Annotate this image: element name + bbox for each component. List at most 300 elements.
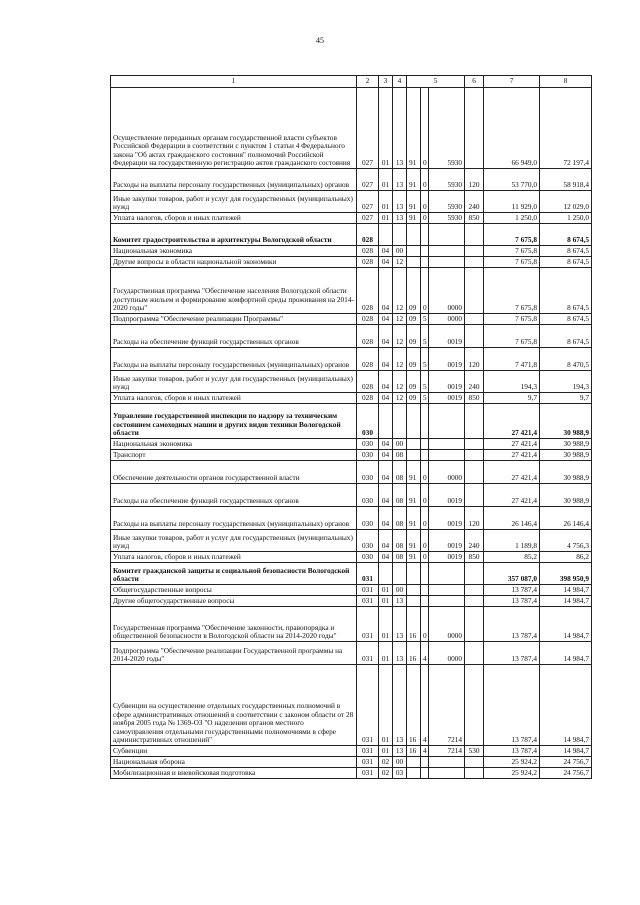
row-amount-year2: 30 988,9 [540,439,592,450]
row-program-code: 16 [407,746,421,757]
table-row [111,757,592,768]
row-direction-code: 5930 [429,191,465,213]
row-ministry-code: 030 [357,450,379,461]
header-col-5: 5 [407,76,465,88]
table-row [111,213,592,224]
row-amount-year2: 14 984,7 [540,665,592,746]
row-section-code: 02 [379,768,393,779]
row-ministry-code: 031 [357,665,379,746]
row-program-code [407,585,421,596]
table-row [111,191,592,213]
row-name: Расходы на выплаты персоналу государственных (муниципальных) органов [111,169,357,191]
row-amount-year1: 1 189,8 [484,530,540,552]
row-ministry-code: 028 [357,348,379,371]
row-expense-type: 120 [465,348,484,371]
row-subprogram-code: 5 [421,348,429,371]
row-subsection-code: 08 [393,552,407,563]
row-program-code: 91 [407,484,421,507]
row-subprogram-code: 0 [421,88,429,169]
row-expense-type [465,461,484,484]
row-section-code [379,224,393,246]
row-amount-year1: 53 770,0 [484,169,540,191]
row-name: Общегосударственные вопросы [111,585,357,596]
header-col-3: 3 [379,76,393,88]
table-row [111,484,592,507]
row-name: Иные закупки товаров, работ и услуг для государственных (муниципальных) нужд [111,191,357,213]
row-name: Комитет градостроительства и архитектуры Вологодской области [111,224,357,246]
row-amount-year1: 194,3 [484,371,540,393]
row-program-code [407,768,421,779]
row-section-code: 01 [379,596,393,607]
row-direction-code [429,257,465,268]
row-expense-type [465,257,484,268]
row-amount-year2: 58 918,4 [540,169,592,191]
row-amount-year2: 14 984,7 [540,642,592,665]
row-subprogram-code [421,563,429,585]
row-amount-year1: 7 675,8 [484,325,540,348]
row-subsection-code: 13 [393,746,407,757]
row-subprogram-code [421,768,429,779]
row-subprogram-code: 0 [421,268,429,314]
row-amount-year2: 24 756,7 [540,768,592,779]
row-amount-year2: 8 470,5 [540,348,592,371]
row-name: Субвенции [111,746,357,757]
header-col-1: 1 [111,76,357,88]
table-row [111,224,592,246]
row-amount-year2: 26 146,4 [540,507,592,530]
row-expense-type: 850 [465,552,484,563]
row-program-code [407,450,421,461]
row-expense-type: 530 [465,746,484,757]
table-row [111,371,592,393]
row-amount-year2: 14 984,7 [540,596,592,607]
row-amount-year2: 86,2 [540,552,592,563]
row-subprogram-code: 4 [421,642,429,665]
row-name: Мобилизационная и вневойсковая подготовка [111,768,357,779]
row-amount-year1: 1 250,0 [484,213,540,224]
row-direction-code: 5930 [429,88,465,169]
table-row [111,585,592,596]
row-subsection-code: 08 [393,530,407,552]
row-section-code: 02 [379,757,393,768]
header-col-8: 8 [540,76,592,88]
row-direction-code [429,757,465,768]
row-name: Осуществление переданных органам государственной власти субъектов Российской Федерации в соответствии с пунктом 1 статьи 4 Федерального закона "Об актах гражданского состояния" полномочий Российской Федерации на государственную регистрацию актов гражданского состояния [111,88,357,169]
row-ministry-code: 030 [357,461,379,484]
row-program-code [407,596,421,607]
table-row [111,393,592,404]
row-direction-code [429,404,465,439]
row-name: Национальная оборона [111,757,357,768]
row-section-code: 01 [379,213,393,224]
row-ministry-code: 030 [357,439,379,450]
row-subsection-code: 13 [393,665,407,746]
row-amount-year1: 27 421,4 [484,439,540,450]
row-amount-year1: 7 675,8 [484,246,540,257]
row-name: Государственная программа "Обеспечение населения Вологодской области доступным жильем и формирование комфортной среды проживания на 2014-2020 годы" [111,268,357,314]
row-amount-year1: 11 929,0 [484,191,540,213]
row-name: Подпрограмма "Обеспечение реализации Программы" [111,314,357,325]
table-row [111,642,592,665]
row-program-code: 91 [407,191,421,213]
row-ministry-code: 027 [357,213,379,224]
row-section-code: 04 [379,246,393,257]
row-expense-type [465,585,484,596]
row-name: Государственная программа "Обеспечение законности, правопорядка и общественной безопасности в Вологодской области на 2014-2020 годы" [111,607,357,642]
row-direction-code: 5930 [429,213,465,224]
table-row [111,507,592,530]
row-ministry-code: 030 [357,507,379,530]
row-amount-year1: 66 949,0 [484,88,540,169]
row-name: Уплата налогов, сборов и иных платежей [111,213,357,224]
row-section-code: 04 [379,348,393,371]
row-name: Национальная экономика [111,246,357,257]
row-direction-code [429,224,465,246]
row-subprogram-code: 4 [421,746,429,757]
row-program-code: 16 [407,665,421,746]
row-amount-year1: 25 924,2 [484,768,540,779]
row-amount-year1: 27 421,4 [484,484,540,507]
row-subsection-code: 13 [393,596,407,607]
row-program-code: 16 [407,642,421,665]
row-name: Комитет гражданской защиты и социальной безопасности Вологодской области [111,563,357,585]
row-program-code [407,257,421,268]
row-amount-year1: 13 787,4 [484,607,540,642]
row-direction-code: 0019 [429,348,465,371]
row-program-code: 09 [407,314,421,325]
table-row [111,768,592,779]
row-subsection-code [393,404,407,439]
row-subprogram-code [421,224,429,246]
table-row [111,552,592,563]
row-ministry-code: 028 [357,371,379,393]
row-section-code: 04 [379,257,393,268]
row-amount-year2: 398 950,9 [540,563,592,585]
row-ministry-code: 028 [357,257,379,268]
page-number: 45 [316,36,324,45]
row-amount-year1: 7 675,8 [484,268,540,314]
row-subprogram-code [421,439,429,450]
row-direction-code [429,439,465,450]
row-expense-type [465,268,484,314]
row-section-code: 04 [379,393,393,404]
row-name: Иные закупки товаров, работ и услуг для государственных (муниципальных) нужд [111,530,357,552]
row-name: Расходы на обеспечение функций государственных органов [111,484,357,507]
row-subprogram-code: 0 [421,169,429,191]
row-subsection-code: 08 [393,450,407,461]
row-amount-year2: 8 674,5 [540,246,592,257]
row-subsection-code: 13 [393,607,407,642]
table-row [111,325,592,348]
row-subsection-code: 00 [393,585,407,596]
row-expense-type [465,607,484,642]
row-expense-type [465,596,484,607]
row-direction-code [429,246,465,257]
row-section-code: 01 [379,585,393,596]
row-section-code [379,404,393,439]
row-subsection-code [393,563,407,585]
row-section-code: 04 [379,268,393,314]
row-subsection-code: 12 [393,393,407,404]
row-subprogram-code: 0 [421,461,429,484]
row-program-code: 09 [407,393,421,404]
row-program-code: 09 [407,348,421,371]
row-program-code [407,404,421,439]
row-expense-type: 850 [465,393,484,404]
row-expense-type [465,563,484,585]
row-amount-year2: 4 756,3 [540,530,592,552]
row-expense-type: 850 [465,213,484,224]
row-expense-type [465,224,484,246]
row-name: Уплата налогов, сборов и иных платежей [111,393,357,404]
row-expense-type [465,404,484,439]
row-ministry-code: 031 [357,596,379,607]
header-col-6: 6 [465,76,484,88]
row-expense-type [465,757,484,768]
budget-table [110,75,592,779]
row-expense-type: 240 [465,371,484,393]
row-amount-year2: 194,3 [540,371,592,393]
row-program-code: 16 [407,607,421,642]
row-section-code: 01 [379,746,393,757]
table-row [111,314,592,325]
row-ministry-code: 031 [357,768,379,779]
row-expense-type [465,642,484,665]
row-section-code: 04 [379,450,393,461]
row-direction-code: 0019 [429,530,465,552]
row-section-code: 04 [379,314,393,325]
row-name: Другие общегосударственные вопросы [111,596,357,607]
row-section-code: 04 [379,484,393,507]
row-subprogram-code [421,585,429,596]
row-name: Другие вопросы в области национальной экономики [111,257,357,268]
row-section-code: 04 [379,507,393,530]
row-name: Управление государственной инспекции по надзору за техническим состоянием самоходных машин и других видов техники Вологодской области [111,404,357,439]
row-subsection-code: 13 [393,88,407,169]
row-expense-type [465,246,484,257]
row-expense-type [465,314,484,325]
table-row [111,450,592,461]
row-expense-type [465,439,484,450]
row-expense-type [465,325,484,348]
row-amount-year2: 8 674,5 [540,257,592,268]
row-direction-code: 0019 [429,484,465,507]
row-ministry-code: 031 [357,642,379,665]
table-header-row [111,76,592,88]
row-ministry-code: 027 [357,169,379,191]
row-ministry-code: 030 [357,484,379,507]
row-name: Национальная экономика [111,439,357,450]
row-amount-year1: 13 787,4 [484,585,540,596]
row-amount-year2: 1 250,0 [540,213,592,224]
row-direction-code [429,596,465,607]
row-section-code: 04 [379,325,393,348]
row-name: Расходы на выплаты персоналу государственных (муниципальных) органов [111,348,357,371]
row-program-code [407,757,421,768]
table-row [111,607,592,642]
row-ministry-code: 028 [357,246,379,257]
row-subprogram-code: 0 [421,552,429,563]
row-section-code: 01 [379,607,393,642]
row-ministry-code: 031 [357,746,379,757]
row-subprogram-code: 0 [421,507,429,530]
row-subsection-code: 00 [393,246,407,257]
row-amount-year1: 9,7 [484,393,540,404]
row-subsection-code: 13 [393,191,407,213]
row-section-code [379,563,393,585]
row-subsection-code: 12 [393,371,407,393]
row-subsection-code: 00 [393,757,407,768]
header-col-2: 2 [357,76,379,88]
row-subprogram-code: 0 [421,484,429,507]
row-subsection-code: 03 [393,768,407,779]
row-name: Иные закупки товаров, работ и услуг для государственных (муниципальных) нужд [111,371,357,393]
row-program-code: 09 [407,268,421,314]
row-expense-type: 120 [465,169,484,191]
row-amount-year1: 7 675,8 [484,314,540,325]
row-subsection-code: 00 [393,439,407,450]
row-direction-code: 0000 [429,607,465,642]
row-amount-year2: 30 988,9 [540,461,592,484]
row-amount-year2: 12 029,0 [540,191,592,213]
row-direction-code: 0019 [429,393,465,404]
row-section-code: 01 [379,665,393,746]
row-ministry-code: 027 [357,88,379,169]
row-direction-code [429,585,465,596]
row-program-code [407,246,421,257]
row-section-code: 04 [379,439,393,450]
row-direction-code: 0019 [429,507,465,530]
row-ministry-code: 031 [357,563,379,585]
row-subsection-code: 08 [393,507,407,530]
row-expense-type [465,768,484,779]
row-expense-type: 240 [465,530,484,552]
row-subsection-code: 12 [393,325,407,348]
row-amount-year2: 14 984,7 [540,585,592,596]
row-expense-type [465,450,484,461]
row-amount-year1: 7 675,8 [484,224,540,246]
row-amount-year1: 13 787,4 [484,665,540,746]
row-amount-year1: 7 471,8 [484,348,540,371]
row-expense-type: 240 [465,191,484,213]
row-amount-year2: 8 674,5 [540,268,592,314]
header-col-7: 7 [484,76,540,88]
row-program-code [407,224,421,246]
table-row [111,268,592,314]
row-ministry-code: 030 [357,530,379,552]
row-amount-year1: 357 087,0 [484,563,540,585]
row-amount-year2: 30 988,9 [540,484,592,507]
table-row [111,596,592,607]
row-name: Уплата налогов, сборов и иных платежей [111,552,357,563]
row-expense-type [465,665,484,746]
row-ministry-code: 028 [357,224,379,246]
row-subprogram-code: 5 [421,314,429,325]
row-subsection-code: 08 [393,484,407,507]
row-subsection-code: 13 [393,169,407,191]
row-program-code: 91 [407,507,421,530]
row-ministry-code: 030 [357,552,379,563]
row-ministry-code: 030 [357,404,379,439]
row-subprogram-code: 5 [421,371,429,393]
row-amount-year2: 8 674,5 [540,314,592,325]
row-expense-type [465,484,484,507]
row-amount-year2: 9,7 [540,393,592,404]
table-row [111,404,592,439]
row-program-code: 91 [407,552,421,563]
row-amount-year2: 30 988,9 [540,404,592,439]
row-amount-year1: 27 421,4 [484,450,540,461]
row-subprogram-code: 5 [421,393,429,404]
row-program-code: 91 [407,213,421,224]
row-program-code: 91 [407,461,421,484]
row-amount-year1: 7 675,8 [484,257,540,268]
row-direction-code: 0000 [429,461,465,484]
row-section-code: 01 [379,169,393,191]
row-direction-code: 0019 [429,325,465,348]
table-row [111,88,592,169]
row-subprogram-code [421,450,429,461]
row-section-code: 01 [379,88,393,169]
row-amount-year2: 30 988,9 [540,450,592,461]
row-amount-year1: 27 421,4 [484,461,540,484]
row-name: Транспорт [111,450,357,461]
row-name: Субвенции на осуществление отдельных государственных полномочий в сфере административных отношений в соответствии с законом области от 28 ноября 2005 года № 1369-ОЗ "О наделении органов местного самоуправления отдельными государственными полномочиями в сфере административных отношений" [111,665,357,746]
table-row [111,530,592,552]
row-amount-year1: 13 787,4 [484,746,540,757]
row-section-code: 04 [379,530,393,552]
row-direction-code: 0000 [429,314,465,325]
row-direction-code: 0000 [429,642,465,665]
row-subsection-code: 13 [393,213,407,224]
row-program-code [407,439,421,450]
row-direction-code: 0019 [429,371,465,393]
row-ministry-code: 028 [357,314,379,325]
row-subsection-code: 12 [393,268,407,314]
row-amount-year1: 25 924,2 [484,757,540,768]
row-direction-code: 5930 [429,169,465,191]
row-amount-year2: 24 756,7 [540,757,592,768]
table-row [111,348,592,371]
table-row [111,257,592,268]
table-row [111,246,592,257]
row-amount-year1: 13 787,4 [484,642,540,665]
row-name: Расходы на выплаты персоналу государственных (муниципальных) органов [111,507,357,530]
row-amount-year1: 85,2 [484,552,540,563]
row-subsection-code: 12 [393,314,407,325]
table-row [111,563,592,585]
row-direction-code: 7214 [429,665,465,746]
row-subprogram-code [421,257,429,268]
row-name: Подпрограмма "Обеспечение реализации Государственной программы на 2014-2020 годы" [111,642,357,665]
row-section-code: 01 [379,642,393,665]
row-subprogram-code [421,757,429,768]
row-program-code: 09 [407,325,421,348]
row-subsection-code [393,224,407,246]
row-section-code: 04 [379,552,393,563]
row-ministry-code: 027 [357,191,379,213]
row-ministry-code: 031 [357,585,379,596]
row-subprogram-code: 4 [421,665,429,746]
row-amount-year1: 13 787,4 [484,596,540,607]
row-subprogram-code: 0 [421,530,429,552]
row-amount-year1: 27 421,4 [484,404,540,439]
header-col-4: 4 [393,76,407,88]
row-subsection-code: 13 [393,642,407,665]
row-ministry-code: 028 [357,268,379,314]
table-row [111,169,592,191]
row-ministry-code: 028 [357,393,379,404]
